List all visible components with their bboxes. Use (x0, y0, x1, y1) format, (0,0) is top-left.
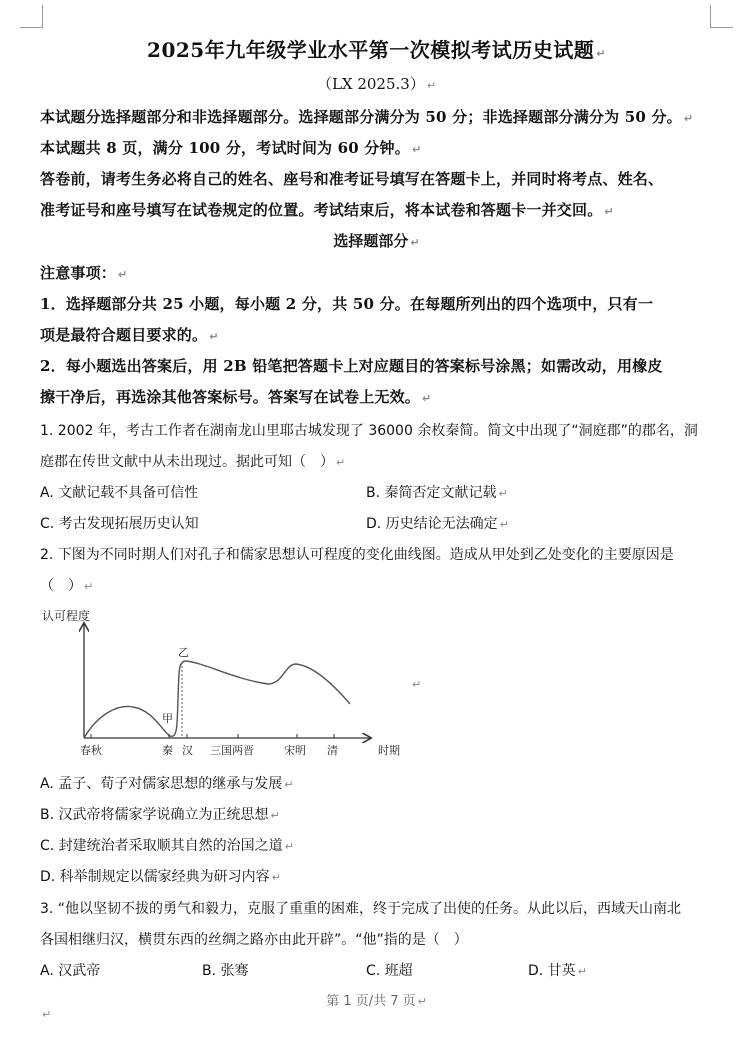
acceptance-curve-chart (38, 604, 438, 766)
question-1-stem: 1. 2002 年，考古工作者在湖南龙山里耶古城发现了 36000 余枚秦简。简文中出现了“洞庭郡”的郡名，洞 (40, 423, 698, 439)
question-1-stem: 庭郡在传世文献中从未出现过。据此可知（ ） ↵ (40, 454, 346, 470)
tick-label-song-ming: 宋明 (284, 744, 306, 757)
section-title: 选择题部分 ↵ (333, 232, 420, 250)
tick-label-qing: 清 (327, 744, 338, 757)
tick-label-three-kingdoms: 三国两晋 (210, 744, 254, 757)
q2-option-b[interactable]: B. 汉武帝将儒家学说确立为正统思想 ↵ (40, 807, 280, 823)
q3-option-b[interactable]: B. 张骞 (202, 963, 249, 979)
notice-line: 项是最符合题目要求的。 ↵ (40, 326, 219, 344)
q2-option-c[interactable]: C. 封建统治者采取顺其自然的治国之道 ↵ (40, 838, 294, 854)
y-axis-label: 认可程度 (42, 609, 91, 623)
question-2-stem: （ ） ↵ (40, 578, 94, 594)
intro-line: 答卷前，请考生务必将自己的姓名、座号和准考证号填写在答题卡上，并同时将考点、姓名、 (40, 170, 664, 188)
q2-option-d[interactable]: D. 科举制规定以儒家经典为研习内容 ↵ (40, 869, 281, 885)
annotation-yi: 乙 (178, 646, 189, 659)
intro-line: 本试题分选择题部分和非选择题部分。选择题部分满分为 50 分；非选择题部分满分为 50 分。 ↵ (40, 108, 694, 126)
end-para-mark: ↵ (42, 1008, 52, 1021)
notice-line: 2．每小题选出答案后，用 2B 铅笔把答题卡上对应题目的答案标号涂黑；如需改动，用橡皮 (40, 357, 663, 375)
q3-option-c[interactable]: C. 班超 (366, 963, 413, 979)
tick-label-han: 汉 (182, 744, 193, 757)
q1-option-a[interactable]: A. 文献记载不具备可信性 (40, 485, 199, 501)
x-axis-label: 时期 (378, 744, 400, 757)
q2-option-a[interactable]: A. 孟子、荀子对儒家思想的继承与发展 ↵ (40, 776, 294, 792)
intro-line: 本试题共 8 页，满分 100 分，考试时间为 60 分钟。 ↵ (40, 139, 422, 157)
question-3-stem: 各国相继归汉，横贯东西的丝绸之路亦由此开辟”。“他”指的是（ ） (40, 932, 468, 948)
question-2-stem: 2. 下图为不同时期人们对孔子和儒家思想认可程度的变化曲线图。造成从甲处到乙处变化的主要原因是 (40, 547, 674, 563)
notice-line: 擦干净后，再选涂其他答案标号。答案写在试卷上无效。 ↵ (40, 388, 432, 406)
notice-heading: 注意事项： ↵ (40, 264, 128, 282)
para-mark: ↵ (412, 678, 422, 691)
exam-code: （LX 2025.3） ↵ (316, 75, 437, 93)
exam-title: 2025年九年级学业水平第一次模拟考试历史试题 ↵ (147, 38, 606, 62)
annotation-jia: 甲 (162, 712, 173, 725)
intro-line: 准考证号和座号填写在试卷规定的位置。考试结束后，将本试卷和答题卡一并交回。 ↵ (40, 201, 614, 219)
crop-mark-top-left (20, 5, 43, 28)
q3-option-d[interactable]: D. 甘英 ↵ (528, 963, 587, 979)
question-3-stem: 3. “他以坚韧不拔的勇气和毅力，克服了重重的困难，终于完成了出使的任务。从此以后，西域天山南北 (40, 901, 682, 917)
crop-mark-top-right (710, 5, 733, 28)
q1-option-c[interactable]: C. 考古发现拓展历史认知 (40, 516, 199, 532)
acceptance-curve (84, 661, 350, 738)
q1-option-b[interactable]: B. 秦简否定文献记载 ↵ (366, 485, 508, 501)
page-footer: 第 1 页/共 7 页 ↵ (326, 994, 427, 1009)
q3-option-a[interactable]: A. 汉武帝 (40, 963, 101, 979)
q1-option-d[interactable]: D. 历史结论无法确定 ↵ (366, 516, 509, 532)
notice-line: 1．选择题部分共 25 小题，每小题 2 分，共 50 分。在每题所列出的四个选项中，只有一 (40, 295, 654, 313)
tick-label-spring-autumn: 春秋 (80, 744, 102, 757)
tick-label-qin: 秦 (162, 744, 173, 757)
